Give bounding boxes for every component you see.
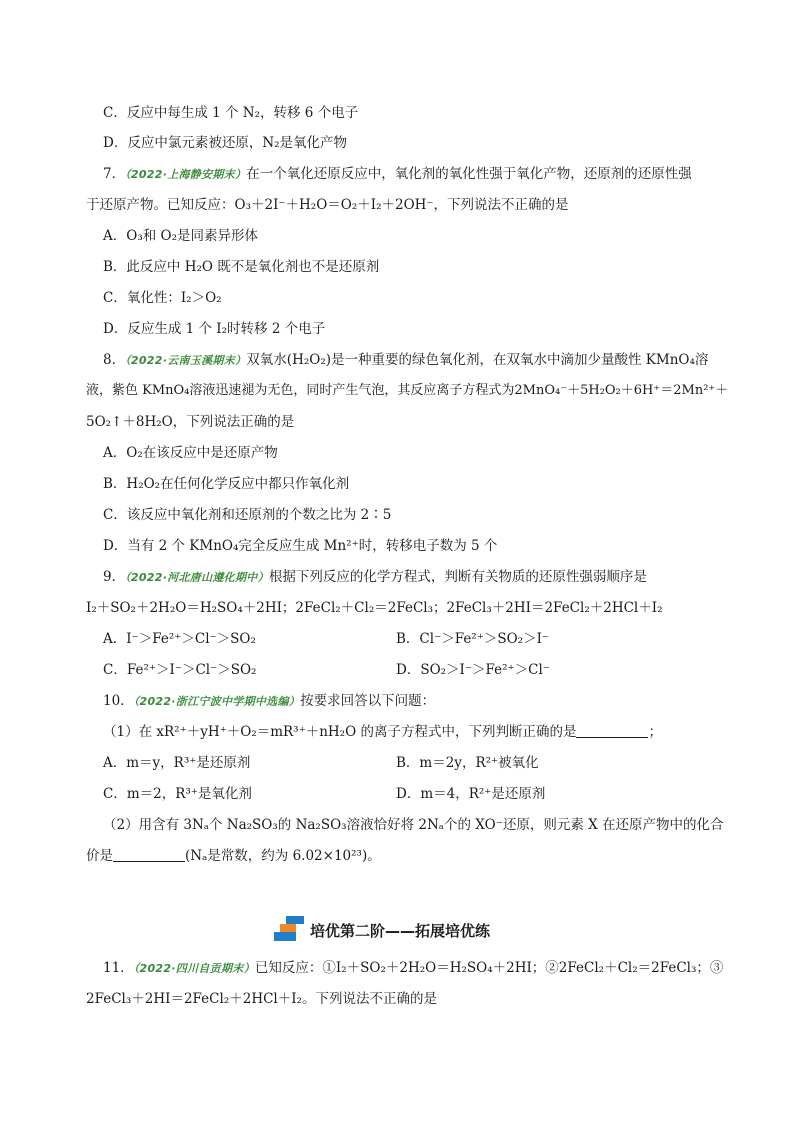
- question-text: 根据下列反应的化学方程式，判断有关物质的还原性强弱顺序是: [268, 569, 647, 585]
- q10-stem-line1: [0, 691, 794, 712]
- q8-option-b: B．H₂O₂在任何化学反应中都只作氧化剂: [103, 476, 350, 492]
- q8-option-d: D．当有 2 个 KMnO₄完全反应生成 Mn²⁺时，转移电子数为 5 个: [103, 538, 498, 554]
- q10-part2-line2: [0, 846, 794, 866]
- question-number: 11．: [103, 960, 134, 976]
- question-number: 7．: [103, 166, 126, 182]
- q8-stem-line2: 液，紫色 KMnO₄溶液迅速褪为无色，同时产生气泡，其反应离子方程式为2MnO₄⁻＋5H₂O₂＋6H⁺＝2Mn²⁺＋: [86, 383, 729, 398]
- q11-stem-line1: [0, 958, 794, 979]
- stacked-blocks-icon: [272, 914, 306, 944]
- question-text: 已知反应：①I₂＋SO₂＋2H₂O＝H₂SO₄＋2HI；②2FeCl₂＋Cl₂＝2FeCl₃；③: [254, 960, 724, 976]
- q10-option-c: C．m＝2，R³⁺是氧化剂: [103, 786, 252, 802]
- source-tag: （2022·浙江宁波中学期中选编）: [133, 695, 301, 708]
- q6-option-d: D．反应中氯元素被还原，N₂是氧化产物: [103, 135, 348, 151]
- question-text: （1）在 xR²⁺＋yH⁺＋O₂＝mR³⁺＋nH₂O 的离子方程式中，下列判断正确的是: [103, 724, 577, 740]
- q10-part1: [0, 722, 794, 742]
- question-number: 9．: [103, 569, 126, 585]
- q7-option-a: A．O₃和 O₂是同素异形体: [103, 228, 258, 244]
- q9-option-b: B．Cl⁻＞Fe²⁺＞SO₂＞I⁻: [396, 631, 550, 647]
- question-text: ；: [648, 724, 662, 740]
- question-number: 8．: [103, 352, 126, 368]
- q6-option-c: C．反应中每生成 1 个 N₂，转移 6 个电子: [103, 105, 359, 121]
- q10-option-d: D．m＝4，R²⁺是还原剂: [396, 786, 546, 802]
- q9-option-a: A．I⁻＞Fe²⁺＞Cl⁻＞SO₂: [103, 631, 256, 647]
- q9-stem-line1: [0, 567, 794, 588]
- question-text: 按要求回答以下问题：: [300, 693, 436, 709]
- question-text: 价是: [86, 848, 113, 864]
- q7-option-c: C．氧化性：I₂＞O₂: [103, 290, 222, 306]
- question-text: 在一个氧化还原反应中，氧化剂的氧化性强于氧化产物，还原剂的还原性强: [246, 166, 692, 182]
- q7-stem-line2: 于还原产物。已知反应：O₃＋2I⁻＋H₂O＝O₂＋I₂＋2OH⁻，下列说法不正确的是: [86, 197, 569, 213]
- question-text: 双氧水(H₂O₂)是一种重要的绿色氧化剂，在双氧水中滴加少量酸性 KMnO₄溶: [246, 352, 709, 368]
- q8-stem-line1: [0, 350, 794, 371]
- source-tag: （2022·河北唐山遵化期中）: [125, 571, 269, 584]
- q7-option-d: D．反应生成 1 个 I₂时转移 2 个电子: [103, 321, 326, 337]
- q8-stem-line3: 5O₂↑＋8H₂O，下列说法正确的是: [86, 414, 295, 430]
- question-text: (Nₐ是常数，约为 6.02×10²³)。: [185, 848, 381, 864]
- section-title: 培优第二阶——拓展培优练: [310, 922, 491, 940]
- q11-stem-line2: 2FeCl₃＋2HI＝2FeCl₂＋2HCl＋I₂。下列说法不正确的是: [86, 991, 437, 1007]
- q7-stem-line1: [0, 164, 794, 185]
- q10-option-a: A．m＝y，R³⁺是还原剂: [103, 755, 251, 771]
- q9-option-d: D．SO₂＞I⁻＞Fe²⁺＞Cl⁻: [396, 662, 550, 678]
- q10-options-row2: [0, 784, 794, 804]
- source-tag: （2022·四川自贡期末）: [133, 962, 255, 975]
- q8-option-a: A．O₂在该反应中是还原产物: [103, 445, 278, 461]
- q10-part2-line1: （2）用含有 3Nₐ个 Na₂SO₃的 Na₂SO₃溶液恰好将 2Nₐ个的 XO⁻还原，则元素 X 在还原产物中的化合: [103, 817, 724, 833]
- q10-options-row1: [0, 753, 794, 773]
- q7-option-b: B．此反应中 H₂O 既不是氧化剂也不是还原剂: [103, 259, 380, 275]
- answer-blank[interactable]: [576, 723, 648, 738]
- source-tag: （2022·上海静安期末）: [125, 168, 247, 181]
- q10-option-b: B．m＝2y，R²⁺被氧化: [396, 755, 539, 771]
- q9-options-row2: [0, 660, 794, 680]
- answer-blank[interactable]: [113, 847, 185, 862]
- section-header: [0, 914, 794, 944]
- question-number: 10．: [103, 693, 134, 709]
- q9-option-c: C．Fe²⁺＞I⁻＞Cl⁻＞SO₂: [103, 662, 257, 678]
- q9-options-row1: [0, 629, 794, 649]
- source-tag: （2022·云南玉溪期末）: [125, 354, 247, 367]
- q9-stem-line2: I₂＋SO₂＋2H₂O＝H₂SO₄＋2HI；2FeCl₂＋Cl₂＝2FeCl₃；2FeCl₃＋2HI＝2FeCl₂＋2HCl＋I₂: [86, 600, 663, 616]
- q8-option-c: C．该反应中氧化剂和还原剂的个数之比为 2∶5: [103, 507, 392, 523]
